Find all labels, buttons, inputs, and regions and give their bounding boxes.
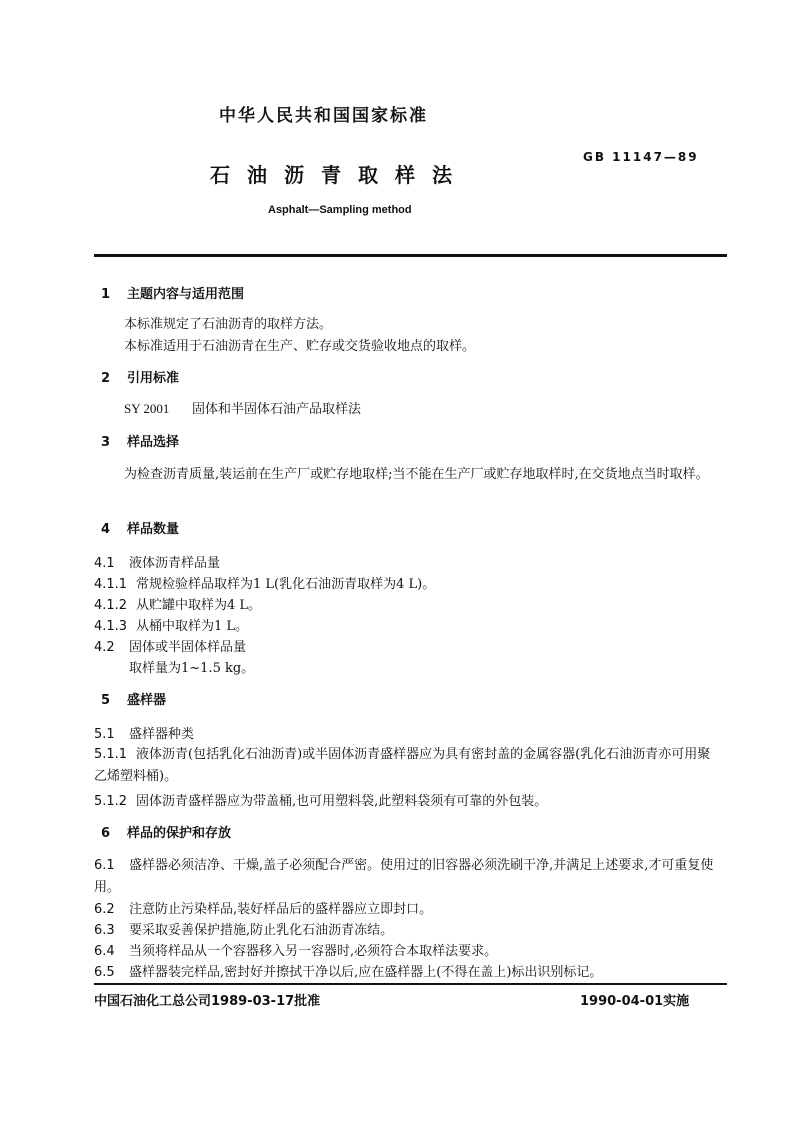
clause-5-1-2 bbox=[94, 790, 547, 809]
clause-number: 6.3 bbox=[94, 923, 115, 938]
section-title: 样品数量 bbox=[127, 522, 180, 537]
clause-number: 4.1 bbox=[94, 556, 115, 571]
clause-text: 当须将样品从一个容器移入另一容器时,必须符合本取样法要求。 bbox=[129, 944, 498, 959]
reference-title: 固体和半固体石油产品取样法 bbox=[192, 402, 362, 417]
clause-text: 固体或半固体样品量 bbox=[129, 640, 247, 655]
section-number: 5 bbox=[101, 693, 111, 708]
clause-4-1-2 bbox=[94, 594, 261, 613]
clause-text: 盛样器必须洁净、干燥,盖子必须配合严密。使用过的旧容器必须洗刷干净,并满足上述要求,才可重复使用。 bbox=[94, 858, 714, 895]
clause-number: 5.1.2 bbox=[94, 794, 128, 809]
clause-text: 从桶中取样为1 L。 bbox=[136, 619, 249, 634]
clause-4-2-detail: 取样量为1~1.5 kg。 bbox=[129, 661, 255, 676]
clause-number: 6.1 bbox=[94, 858, 115, 873]
clause-text: 盛样器装完样品,密封好并擦拭干净以后,应在盛样器上(不得在盖上)标出识别标记。 bbox=[129, 965, 603, 980]
approval-note: 中国石油化工总公司1989-03-17批准 bbox=[94, 994, 321, 1009]
clause-4-1-1 bbox=[94, 573, 435, 592]
paragraph: 本标准适用于石油沥青在生产、贮存或交货验收地点的取样。 bbox=[124, 339, 476, 354]
national-standard-heading: 中华人民共和国国家标准 bbox=[219, 106, 428, 126]
section-6-heading bbox=[101, 822, 231, 841]
section-3-heading bbox=[101, 431, 179, 450]
section-number: 4 bbox=[101, 522, 111, 537]
section-title: 盛样器 bbox=[127, 693, 167, 708]
clause-number: 5.1 bbox=[94, 727, 115, 742]
clause-text: 要采取妥善保护措施,防止乳化石油沥青冻结。 bbox=[129, 923, 394, 938]
clause-number: 5.1.1 bbox=[94, 747, 128, 762]
clause-6-1 bbox=[94, 855, 716, 899]
section-title: 样品选择 bbox=[127, 435, 180, 450]
clause-number: 4.2 bbox=[94, 640, 115, 655]
section-title: 主题内容与适用范围 bbox=[127, 287, 245, 302]
clause-6-3 bbox=[94, 919, 393, 938]
clause-text: 固体沥青盛样器应为带盖桶,也可用塑料袋,此塑料袋须有可靠的外包装。 bbox=[136, 794, 548, 809]
section-2-heading bbox=[101, 367, 179, 386]
clause-text: 注意防止污染样品,装好样品后的盛样器应立即封口。 bbox=[129, 902, 433, 917]
clause-text: 液体沥青(包括乳化石油沥青)或半固体沥青盛样器应为具有密封盖的金属容器(乳化石油沥青亦可用聚乙烯塑料桶)。 bbox=[94, 747, 711, 784]
bottom-divider bbox=[94, 983, 727, 985]
paragraph: 为检查沥青质量,装运前在生产厂或贮存地取样;当不能在生产厂或贮存地取样时,在交货地点当时取样。 bbox=[124, 467, 709, 482]
top-divider bbox=[94, 254, 727, 257]
reference-code: SY 2001 bbox=[124, 401, 170, 416]
section-5-heading bbox=[101, 689, 166, 708]
english-title: Asphalt—Sampling method bbox=[268, 204, 412, 216]
clause-4-1 bbox=[94, 552, 220, 571]
clause-6-5 bbox=[94, 961, 602, 980]
clause-number: 4.1.1 bbox=[94, 577, 128, 592]
clause-number: 4.1.2 bbox=[94, 598, 128, 613]
clause-number: 6.5 bbox=[94, 965, 115, 980]
section-title: 样品的保护和存放 bbox=[127, 826, 232, 841]
clause-number: 6.4 bbox=[94, 944, 115, 959]
paragraph: 本标准规定了石油沥青的取样方法。 bbox=[124, 317, 333, 332]
clause-text: 盛样器种类 bbox=[129, 727, 195, 742]
clause-4-1-3 bbox=[94, 615, 248, 634]
clause-4-2 bbox=[94, 636, 246, 655]
reference-entry bbox=[124, 398, 361, 420]
section-number: 6 bbox=[101, 826, 111, 841]
clause-number: 4.1.3 bbox=[94, 619, 128, 634]
clause-number: 6.2 bbox=[94, 902, 115, 917]
clause-5-1 bbox=[94, 723, 194, 742]
implementation-date: 1990-04-01实施 bbox=[580, 994, 690, 1009]
clause-5-1-1 bbox=[94, 744, 716, 788]
section-number: 3 bbox=[101, 435, 111, 450]
clause-text: 从贮罐中取样为4 L。 bbox=[136, 598, 262, 613]
document-title: 石油沥青取样法 bbox=[210, 163, 469, 187]
standard-number: GB 11147—89 bbox=[583, 150, 699, 164]
section-4-heading bbox=[101, 518, 179, 537]
clause-6-4 bbox=[94, 940, 497, 959]
section-1-heading bbox=[101, 283, 244, 302]
section-number: 2 bbox=[101, 371, 111, 386]
section-number: 1 bbox=[101, 287, 111, 302]
clause-6-2 bbox=[94, 898, 432, 917]
section-title: 引用标准 bbox=[127, 371, 180, 386]
clause-text: 液体沥青样品量 bbox=[129, 556, 221, 571]
clause-text: 常规检验样品取样为1 L(乳化石油沥青取样为4 L)。 bbox=[136, 577, 436, 592]
